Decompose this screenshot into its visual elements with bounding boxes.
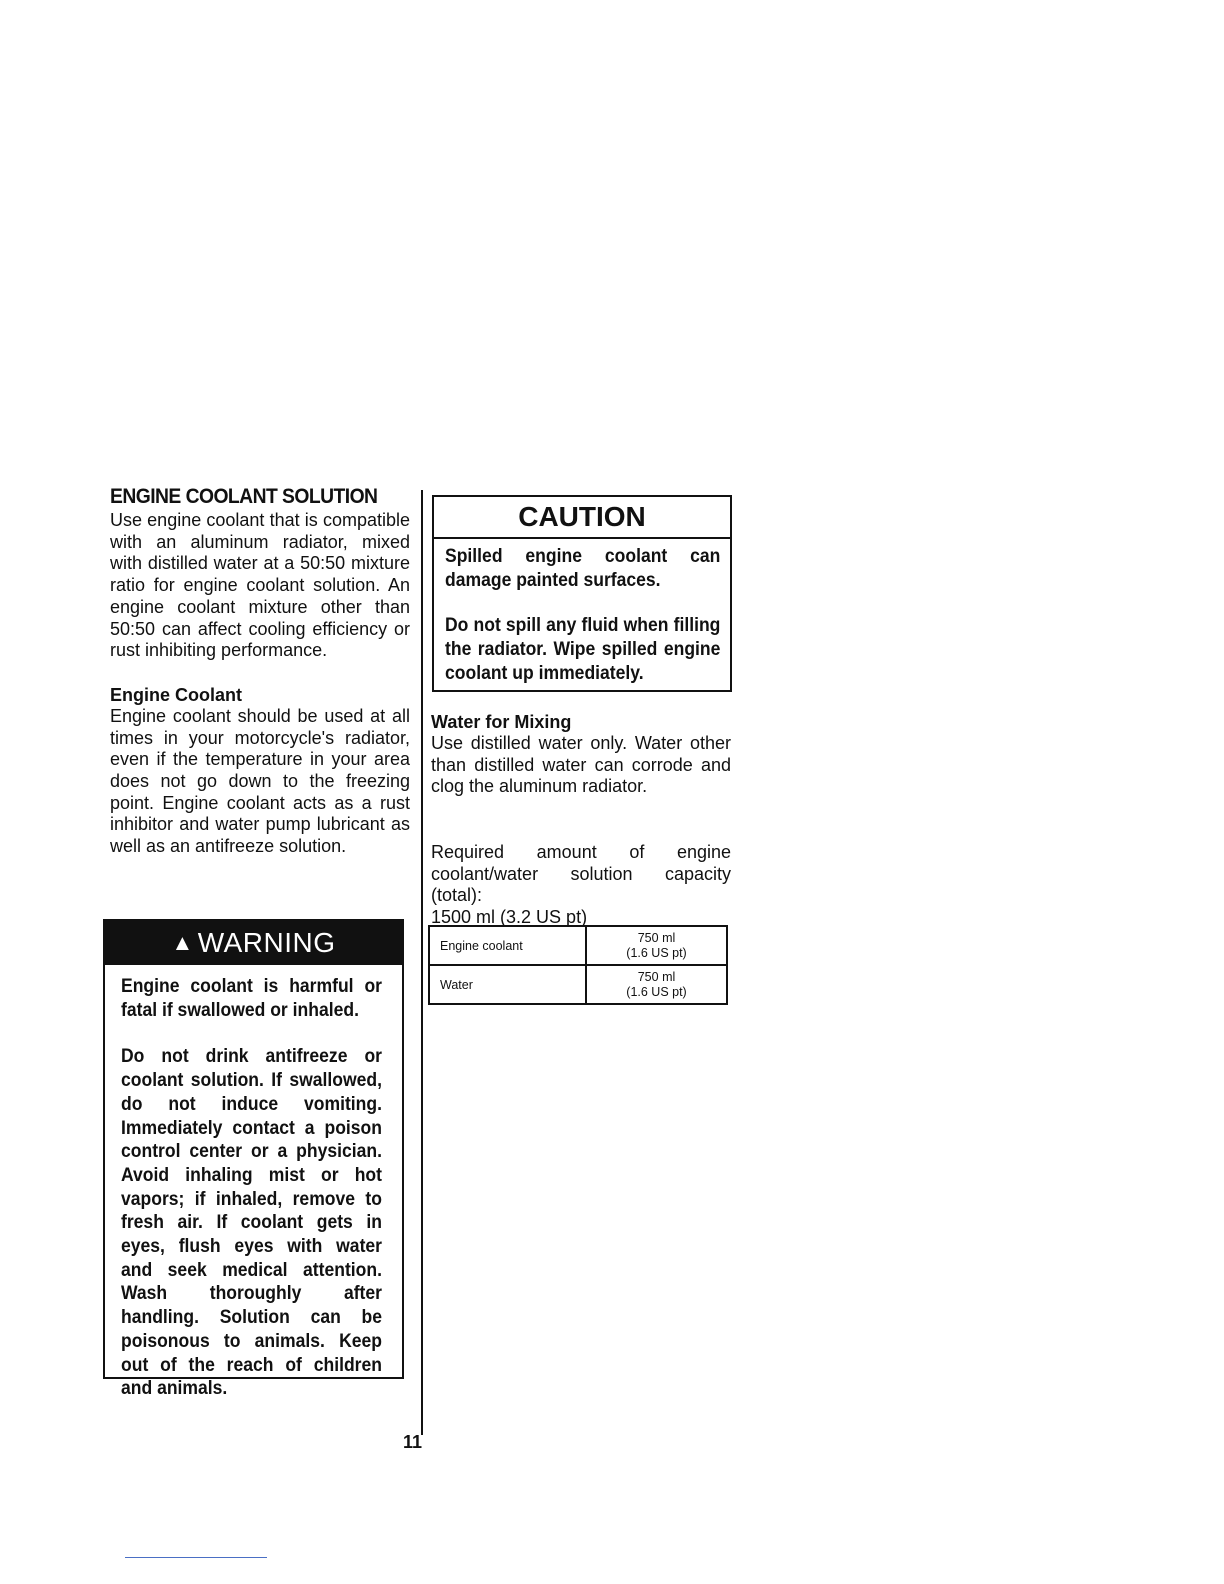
decorative-line xyxy=(125,1557,267,1558)
table-cell-amount xyxy=(586,926,727,965)
caution-paragraph-1: Spilled engine coolant can damage painted surfaces. xyxy=(445,545,721,591)
required-value: 1500 ml (3.2 US pt) xyxy=(431,907,588,928)
engine-coolant-heading: Engine Coolant xyxy=(110,684,242,705)
water-for-mixing-section xyxy=(431,711,731,798)
table-cell-amount xyxy=(586,965,727,1004)
warning-label: WARNING xyxy=(197,927,336,958)
caution-label: CAUTION xyxy=(434,497,730,539)
table-row xyxy=(429,965,727,1004)
caution-paragraph-2: Do not spill any fluid when filling the radiator. Wipe spilled engine coolant up immediately. xyxy=(445,614,721,684)
water-paragraph: Use distilled water only. Water other than distilled water can corrode and clog the aluminum radiator. xyxy=(431,733,731,797)
engine-coolant-paragraph: Engine coolant should be used at all times in your motorcycle's radiator, even if the temperature in your area does not go down to the freezing point. Engine coolant acts as a rust inhibitor and water pump lubricant as well as an antifreeze solution. xyxy=(110,705,410,857)
caution-box xyxy=(432,495,732,692)
mixture-table xyxy=(428,925,728,1005)
warning-paragraph-1: Engine coolant is harmful or fatal if swallowed or inhaled. xyxy=(121,975,382,1021)
page-number: 11 xyxy=(403,1432,423,1452)
water-heading: Water for Mixing xyxy=(431,712,572,732)
table-row xyxy=(429,926,727,965)
left-column xyxy=(110,484,410,858)
warning-triangle-icon: ▲ xyxy=(171,930,194,955)
warning-banner xyxy=(105,921,402,965)
table-cell-item: Water xyxy=(429,965,586,1004)
amount-us: (1.6 US pt) xyxy=(626,945,687,960)
engine-coolant-section xyxy=(110,684,410,858)
column-divider xyxy=(421,490,423,1435)
warning-box xyxy=(103,919,404,1400)
section-heading: ENGINE COOLANT SOLUTION xyxy=(110,485,378,508)
table-cell-item: Engine coolant xyxy=(429,926,586,965)
required-text: Required amount of engine coolant/water solution capacity (total): xyxy=(431,842,731,906)
amount-ml: 750 ml xyxy=(637,969,676,984)
intro-paragraph: Use engine coolant that is compatible with an aluminum radiator, mixed with distilled water at a 50:50 mixture ratio for engine coolant solution. An engine coolant mixture other than 50:50 can affect cooling efficiency or rust inhibiting performance. xyxy=(110,510,410,661)
amount-us: (1.6 US pt) xyxy=(626,984,687,999)
amount-ml: 750 ml xyxy=(637,930,676,945)
required-amount-section xyxy=(431,842,731,929)
warning-paragraph-2: Do not drink antifreeze or coolant solution. If swallowed, do not induce vomiting. Immediately contact a poison control center or a physician. Avoid inhaling mist or hot vapors; if inhaled, remove to fresh air. If coolant gets in eyes, flush eyes with water and seek medical attention. Wash thoroughly after handling. Solution can be poisonous to animals. Keep out of the reach of children and animals. xyxy=(121,1045,382,1400)
